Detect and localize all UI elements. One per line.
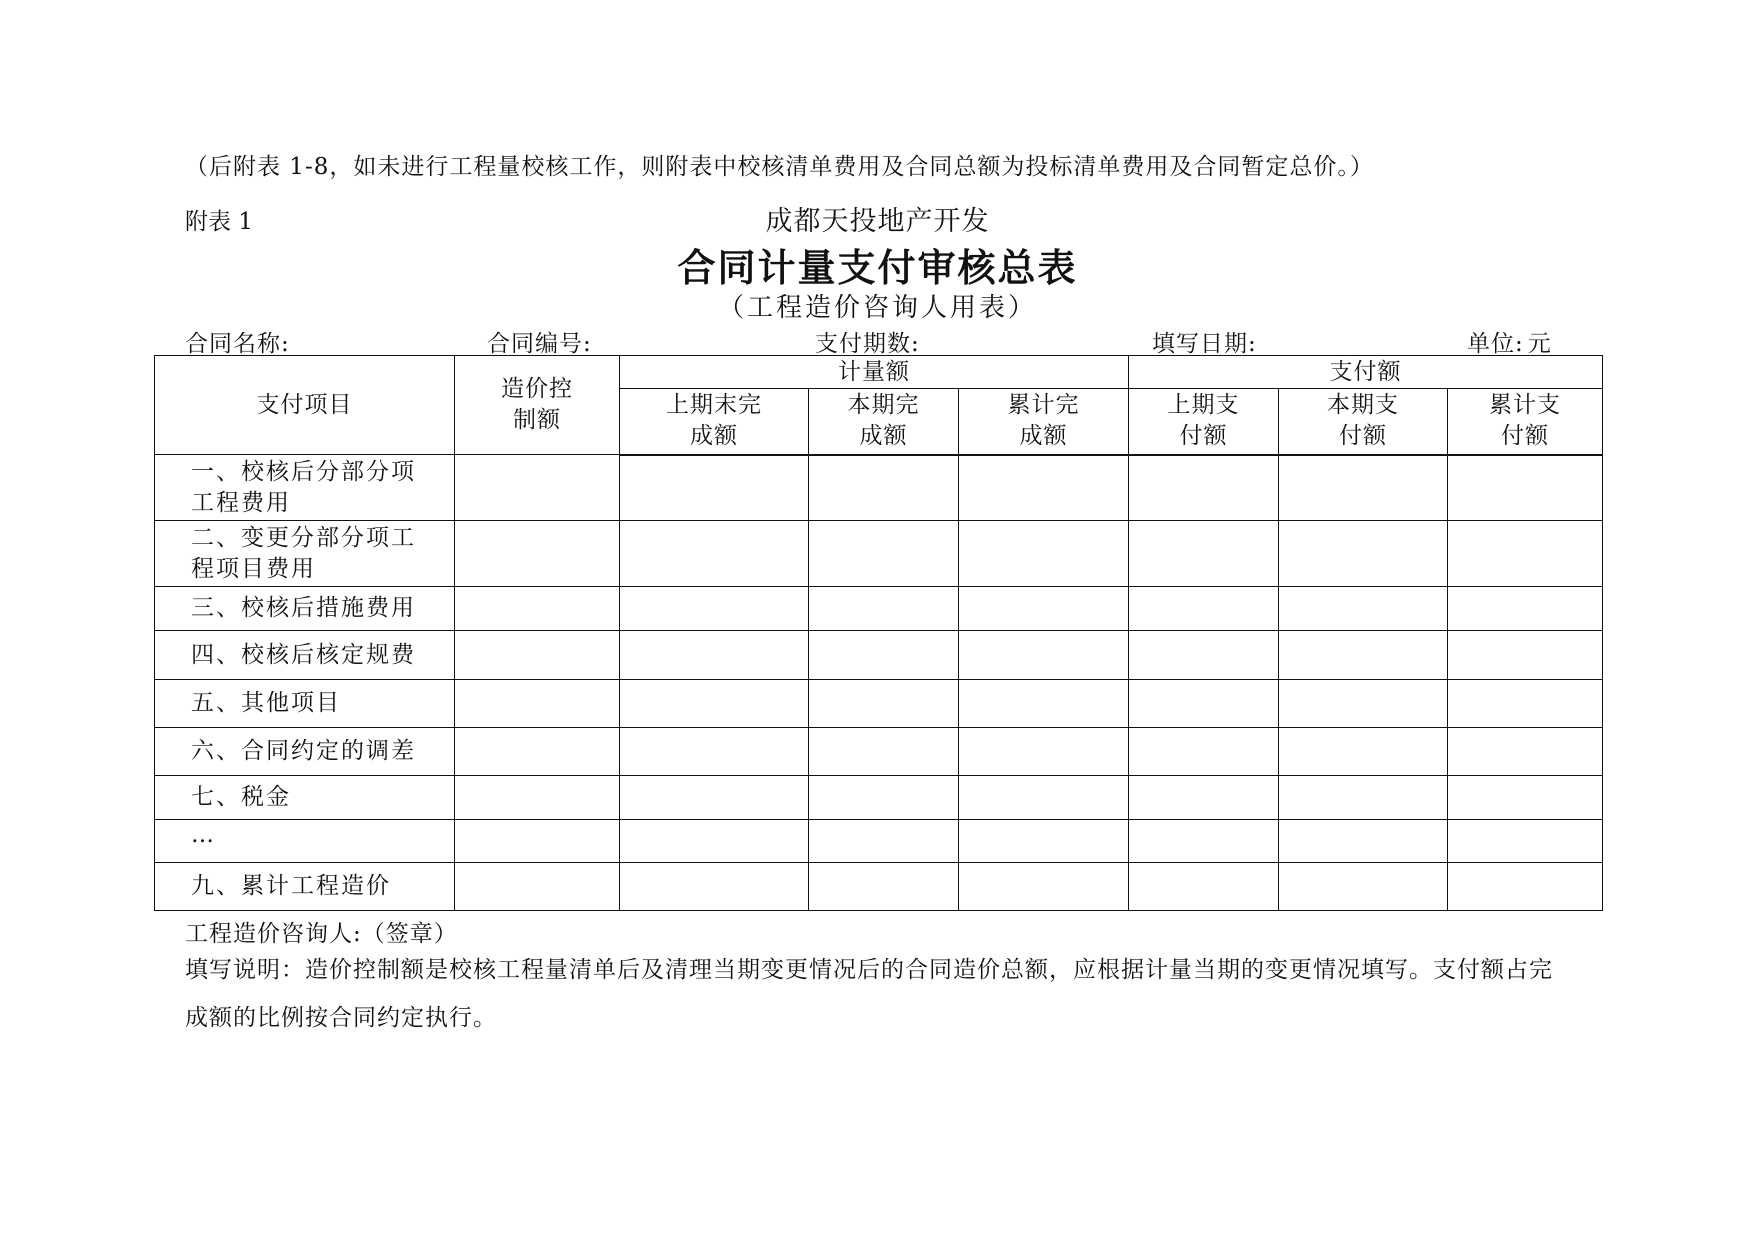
row-item-label: 四、校核后核定规费 [155, 631, 455, 680]
table-cell [1448, 863, 1603, 911]
table-cell [455, 455, 620, 521]
payment-period-label: 支付期数: [815, 331, 920, 357]
table-cell [1129, 728, 1279, 776]
table-cell [809, 863, 959, 911]
contract-no-label: 合同编号: [487, 331, 592, 357]
fill-date-label: 填写日期: [1152, 331, 1257, 357]
appendix-label: 附表 1 [185, 209, 253, 235]
table-cell [1129, 455, 1279, 521]
table-cell [455, 587, 620, 631]
table-cell [809, 728, 959, 776]
table-cell [455, 863, 620, 911]
table-cell [620, 728, 809, 776]
table-cell [1448, 820, 1603, 863]
table-cell [620, 455, 809, 521]
header-prev-completed: 上期末完成额 [620, 389, 809, 455]
table-cell [959, 776, 1129, 820]
table-cell [455, 631, 620, 680]
table-cell [1448, 631, 1603, 680]
table-cell [455, 521, 620, 587]
table-cell [620, 631, 809, 680]
table-row [155, 521, 1603, 587]
table-cell [455, 680, 620, 728]
document-subtitle: （工程造价咨询人用表） [717, 293, 1037, 323]
row-item-label: 二、变更分部分项工程项目费用 [155, 521, 455, 587]
table-cell [1448, 587, 1603, 631]
header-prev-paid: 上期支付额 [1129, 389, 1279, 455]
contract-name-label: 合同名称: [185, 331, 290, 357]
table-cell [620, 680, 809, 728]
table-cell [959, 863, 1129, 911]
top-note: （后附表 1-8，如未进行工程量校核工作，则附表中校核清单费用及合同总额为投标清单费用及合同暂定总价。） [185, 154, 1374, 180]
table-cell [959, 680, 1129, 728]
table-cell [620, 521, 809, 587]
header-payment-group: 支付额 [1129, 356, 1603, 389]
row-item-label: 三、校核后措施费用 [155, 587, 455, 631]
table-cell [959, 820, 1129, 863]
fill-instructions: 填写说明：造价控制额是校核工程量清单后及清理当期变更情况后的合同造价总额，应根据计量当期的变更情况填写。支付额占完成额的比例按合同约定执行。 [185, 957, 1553, 1031]
table-cell [809, 820, 959, 863]
table-cell [1129, 631, 1279, 680]
table-cell [959, 455, 1129, 521]
table-cell [1448, 728, 1603, 776]
table-cell [1279, 728, 1448, 776]
table-cell [1448, 776, 1603, 820]
table-cell [620, 820, 809, 863]
table-cell [809, 680, 959, 728]
table-cell [959, 631, 1129, 680]
table-row [155, 728, 1603, 776]
table-row [155, 587, 1603, 631]
header-cumulative-paid: 累计支付额 [1448, 389, 1603, 455]
table-cell [1129, 863, 1279, 911]
table-cell [809, 776, 959, 820]
unit-field [1467, 325, 1552, 358]
table-cell [1279, 680, 1448, 728]
table-cell [809, 587, 959, 631]
table-cell [1448, 455, 1603, 521]
table-cell [1279, 776, 1448, 820]
row-item-label: 七、税金 [155, 776, 455, 820]
table-row [155, 820, 1603, 863]
table-cell [1129, 521, 1279, 587]
table-cell [1279, 521, 1448, 587]
table-row [155, 863, 1603, 911]
table-row [155, 631, 1603, 680]
table-cell [809, 631, 959, 680]
table-cell [809, 455, 959, 521]
table-cell [1129, 820, 1279, 863]
header-current-completed: 本期完成额 [809, 389, 959, 455]
row-item-label: 一、校核后分部分项工程费用 [155, 455, 455, 521]
header-current-paid: 本期支付额 [1279, 389, 1448, 455]
document-title: 合同计量支付审核总表 [677, 246, 1078, 290]
header-cumulative-completed: 累计完成额 [959, 389, 1129, 455]
row-item-label: 九、累计工程造价 [155, 863, 455, 911]
table-cell [455, 776, 620, 820]
table-cell [1448, 680, 1603, 728]
unit-value: 元 [1527, 331, 1552, 357]
unit-label: 单位: [1467, 331, 1524, 357]
table-cell [455, 820, 620, 863]
company-name: 成都天投地产开发 [765, 206, 990, 237]
table-cell [1279, 587, 1448, 631]
table-cell [1279, 631, 1448, 680]
table-cell [1129, 776, 1279, 820]
table-cell [620, 587, 809, 631]
table-cell [620, 776, 809, 820]
row-item-label: … [155, 820, 455, 863]
table-cell [1279, 820, 1448, 863]
table-cell [959, 521, 1129, 587]
table-cell [455, 728, 620, 776]
table-cell [1448, 521, 1603, 587]
header-cost-control: 造价控制额 [455, 356, 620, 455]
table-cell [1279, 863, 1448, 911]
header-measure-group: 计量额 [620, 356, 1129, 389]
table-cell [1129, 587, 1279, 631]
table-cell [959, 728, 1129, 776]
table-cell [1279, 455, 1448, 521]
row-item-label: 六、合同约定的调差 [155, 728, 455, 776]
table-cell [620, 863, 809, 911]
signature-line: 工程造价咨询人:（签章） [185, 921, 458, 947]
payment-audit-table [154, 355, 1603, 911]
table-row [155, 680, 1603, 728]
header-item: 支付项目 [155, 356, 455, 455]
table-row [155, 776, 1603, 820]
table-cell [809, 521, 959, 587]
table-cell [1129, 680, 1279, 728]
row-item-label: 五、其他项目 [155, 680, 455, 728]
table-cell [959, 587, 1129, 631]
table-row [155, 455, 1603, 521]
